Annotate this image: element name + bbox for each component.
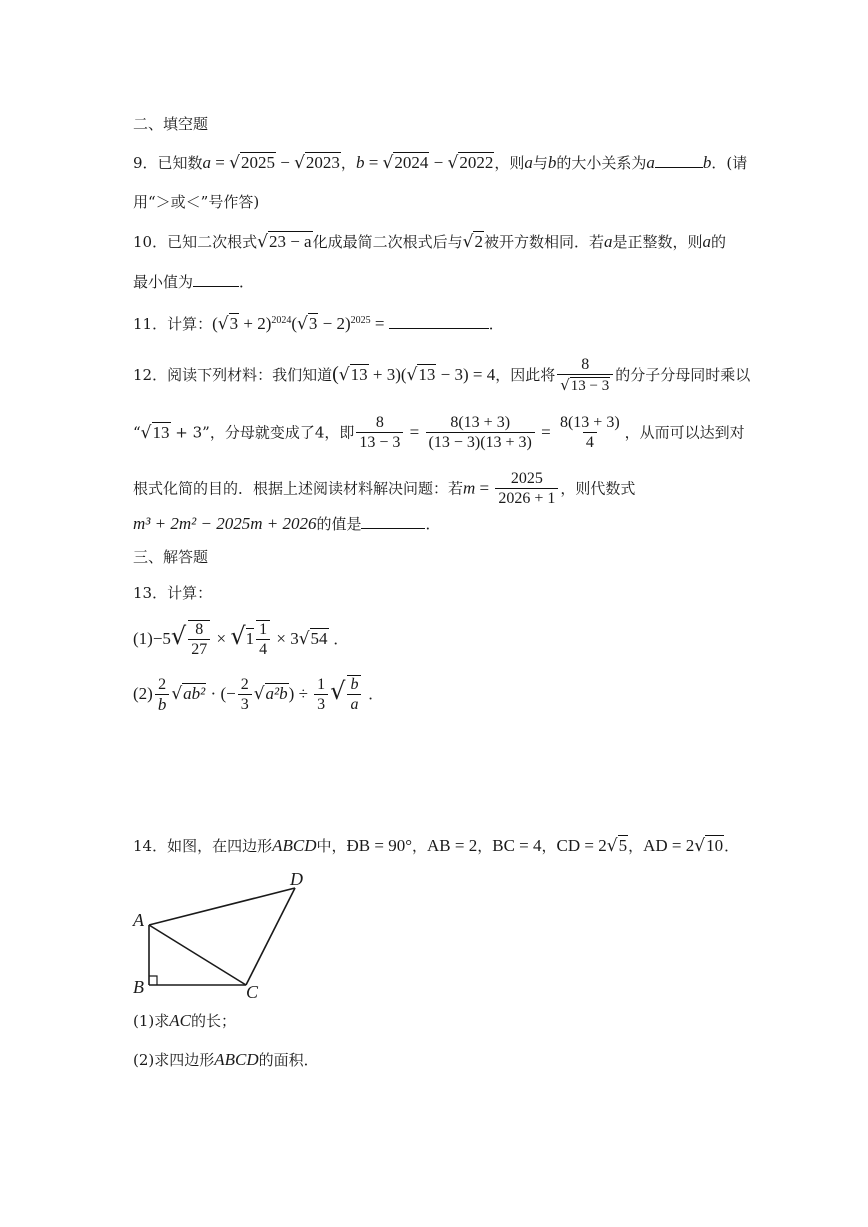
question-9-line1 <box>133 153 747 173</box>
minus: − <box>275 153 295 172</box>
question-9-line2: 用“＞或＜”号作答) <box>133 193 260 211</box>
text: + 3”，分母就变成了4，即 <box>170 423 355 442</box>
question-11 <box>133 311 504 334</box>
text: 的大小关系为 <box>556 154 647 172</box>
sqrt-2024: √2024 <box>382 153 429 173</box>
polynomial: m³ + 2m² − 2025m + 2026 <box>133 514 317 533</box>
q9-number: 9．已知数 <box>133 154 203 172</box>
side-da <box>149 888 295 925</box>
times: × <box>212 629 231 648</box>
text: ． <box>239 273 255 291</box>
sqrt-ab2: √ab² <box>171 684 206 704</box>
text: 的 <box>710 233 726 251</box>
text: 被开方数相同．若 <box>483 233 604 251</box>
label-d: D <box>290 869 303 889</box>
text: ． <box>328 630 349 648</box>
label-b: B <box>133 977 144 997</box>
comma: ， <box>340 154 356 172</box>
var-a: a <box>646 153 655 172</box>
var-a: a <box>603 232 613 251</box>
text: ． <box>363 685 384 703</box>
text: 化成最简二次根式后与 <box>312 233 463 251</box>
question-12-line4 <box>133 514 440 534</box>
text: (1)−5 <box>133 629 171 648</box>
fraction: $\frac{2025}{2026 + 1}$ <box>495 470 558 509</box>
quad-name: ABCD <box>272 836 317 855</box>
var-b: b <box>547 153 557 172</box>
right-angle-mark <box>149 976 157 985</box>
expr: ) ÷ <box>288 684 313 703</box>
fraction: $\frac{8}{√13 - 3}$ <box>557 356 613 396</box>
text: ． <box>488 315 504 333</box>
label-c: C <box>246 982 259 1002</box>
text: 的值是 <box>316 515 362 533</box>
sqrt-54: √54 <box>298 629 328 649</box>
sqrt-13: √13 <box>140 422 170 443</box>
ab-length: AB = 2 <box>427 836 478 855</box>
exponent: 2024 <box>271 315 292 326</box>
diagonal-ac <box>149 925 246 985</box>
sqrt-2022: √2022 <box>447 153 494 173</box>
text: “ <box>133 423 141 442</box>
minus: − <box>429 153 448 172</box>
equals: = <box>370 314 389 333</box>
q10-number: 10．已知二次根式 <box>133 233 258 251</box>
question-13-part1: (1)−5√ $\frac{8}{27}$ × √1 $\frac{1}{4}$ × 3√54 ． <box>133 621 349 658</box>
quadrilateral-figure <box>125 866 325 1006</box>
fraction: $\frac{2}{3}$ <box>238 676 252 715</box>
question-10-line2 <box>133 272 254 292</box>
expr: − 2) <box>318 314 351 333</box>
sqrt-3: √3 <box>297 314 318 334</box>
question-12-line1 <box>133 356 750 396</box>
question-13-part2: (2) $\frac{2}{b}$ √ab² · (− $\frac{2}{3}$ √a²b) ÷ $\frac{1}{3}$ √ $\frac{b}{a}$ ． <box>133 675 384 714</box>
equals: = <box>405 422 424 442</box>
text: 根式化简的目的．根据上述阅读材料解决问题：若 <box>133 479 464 498</box>
q12-number: 12．阅读下列材料：我们知道 <box>133 366 333 384</box>
section-title-fill-in: 二、填空题 <box>133 115 209 133</box>
segment-ac: AC <box>169 1011 191 1030</box>
answer-blank[interactable] <box>389 314 489 329</box>
paren: ( <box>212 314 218 333</box>
expr: + 2) <box>239 314 272 333</box>
text: 的分子分母同时乘以 <box>615 366 751 384</box>
fraction: $\frac{1}{3}$ <box>314 676 328 715</box>
fraction: $\frac{8}{27}$ <box>188 620 210 660</box>
answer-blank[interactable] <box>655 153 703 168</box>
ad-length: AD = 2 <box>643 836 695 855</box>
question-14-sub2: (2)求四边形ABCD的面积． <box>133 1050 319 1069</box>
sqrt-2: √2 <box>462 232 483 252</box>
text: 14．如图，在四边形 <box>133 837 273 855</box>
exponent: 2025 <box>350 315 371 326</box>
text: (2) <box>133 684 153 703</box>
bc-length: BC = 4 <box>492 836 542 855</box>
sqrt-2023: √2023 <box>294 153 340 173</box>
var-a: a <box>202 153 212 172</box>
fraction: $\frac{8}{13 - 3}$ <box>356 414 403 453</box>
text: 中， <box>316 837 347 855</box>
text: ，则 <box>494 154 525 172</box>
var-a: a <box>524 153 533 172</box>
paren: ( <box>332 363 339 385</box>
sqrt-a2b: √a²b <box>253 684 288 704</box>
var-b: b <box>702 153 712 172</box>
sqrt-23-minus-a: √23 − a <box>257 232 312 252</box>
fraction: $\frac{8(13 + 3)}{4}$ <box>559 414 620 451</box>
expr: + 3)( <box>368 365 407 384</box>
cd-length: CD = 2 <box>556 836 607 855</box>
sqrt-2025: √2025 <box>229 153 275 173</box>
section-title-solve: 三、解答题 <box>133 548 209 566</box>
label-a: A <box>133 910 144 930</box>
fraction: $\frac{8(13 + 3)}{(13 - 3)(13 + 3)}$ <box>426 414 535 453</box>
equals: = <box>211 153 230 172</box>
quad-name: ABCD <box>214 1050 259 1069</box>
var-a: a <box>702 232 711 251</box>
question-12-line3: 根式化简的目的．根据上述阅读材料解决问题：若m = $\frac{2025}{2026 + 1}$ ，则代数式 <box>133 470 636 507</box>
expr: × 3 <box>272 629 299 648</box>
question-10-line1 <box>133 232 726 252</box>
text: 最小值为 <box>133 273 194 291</box>
expr: · (− <box>206 684 236 703</box>
q11-number: 11．计算： <box>133 315 213 333</box>
text: ，因此将 <box>495 366 556 384</box>
sqrt-5: √5 <box>606 836 628 856</box>
question-14-sub1: (1)求AC的长； <box>133 1011 236 1030</box>
fraction: $\frac{1}{4}$ <box>256 620 270 660</box>
side-cd <box>246 888 295 985</box>
sqrt-10: √10 <box>694 836 724 856</box>
expr: − 3) = 4 <box>436 365 496 384</box>
var-m: m <box>463 478 476 498</box>
text: ． <box>425 515 441 533</box>
var-b: b <box>355 153 365 172</box>
text: ，从而可以达到对 <box>624 423 745 442</box>
mixed-whole: 1 <box>245 629 255 648</box>
sqrt-3: √3 <box>217 314 239 334</box>
answer-blank[interactable] <box>193 272 239 287</box>
fraction: $\frac{b}{a}$ <box>347 675 361 715</box>
angle-condition: ÐB = 90° <box>346 836 413 855</box>
question-12-line2 <box>133 414 745 453</box>
text: ．(请 <box>711 154 748 172</box>
answer-blank[interactable] <box>361 514 425 529</box>
text: ，则代数式 <box>560 479 636 498</box>
question-14-text: 14．如图，在四边形ABCD中，ÐB = 90°，AB = 2，BC = 4，CD = 2√5，AD = 2√10． <box>133 836 740 856</box>
text: 与 <box>532 154 548 172</box>
equals: = <box>364 153 383 172</box>
text: 是正整数，则 <box>612 233 703 251</box>
sqrt-13: √13 <box>406 365 436 385</box>
fraction: $\frac{2}{b}$ <box>155 676 170 715</box>
question-13-title: 13．计算： <box>133 584 213 602</box>
paren: ( <box>291 314 298 333</box>
equals: = <box>536 422 555 442</box>
sqrt-13: √13 <box>338 365 368 385</box>
